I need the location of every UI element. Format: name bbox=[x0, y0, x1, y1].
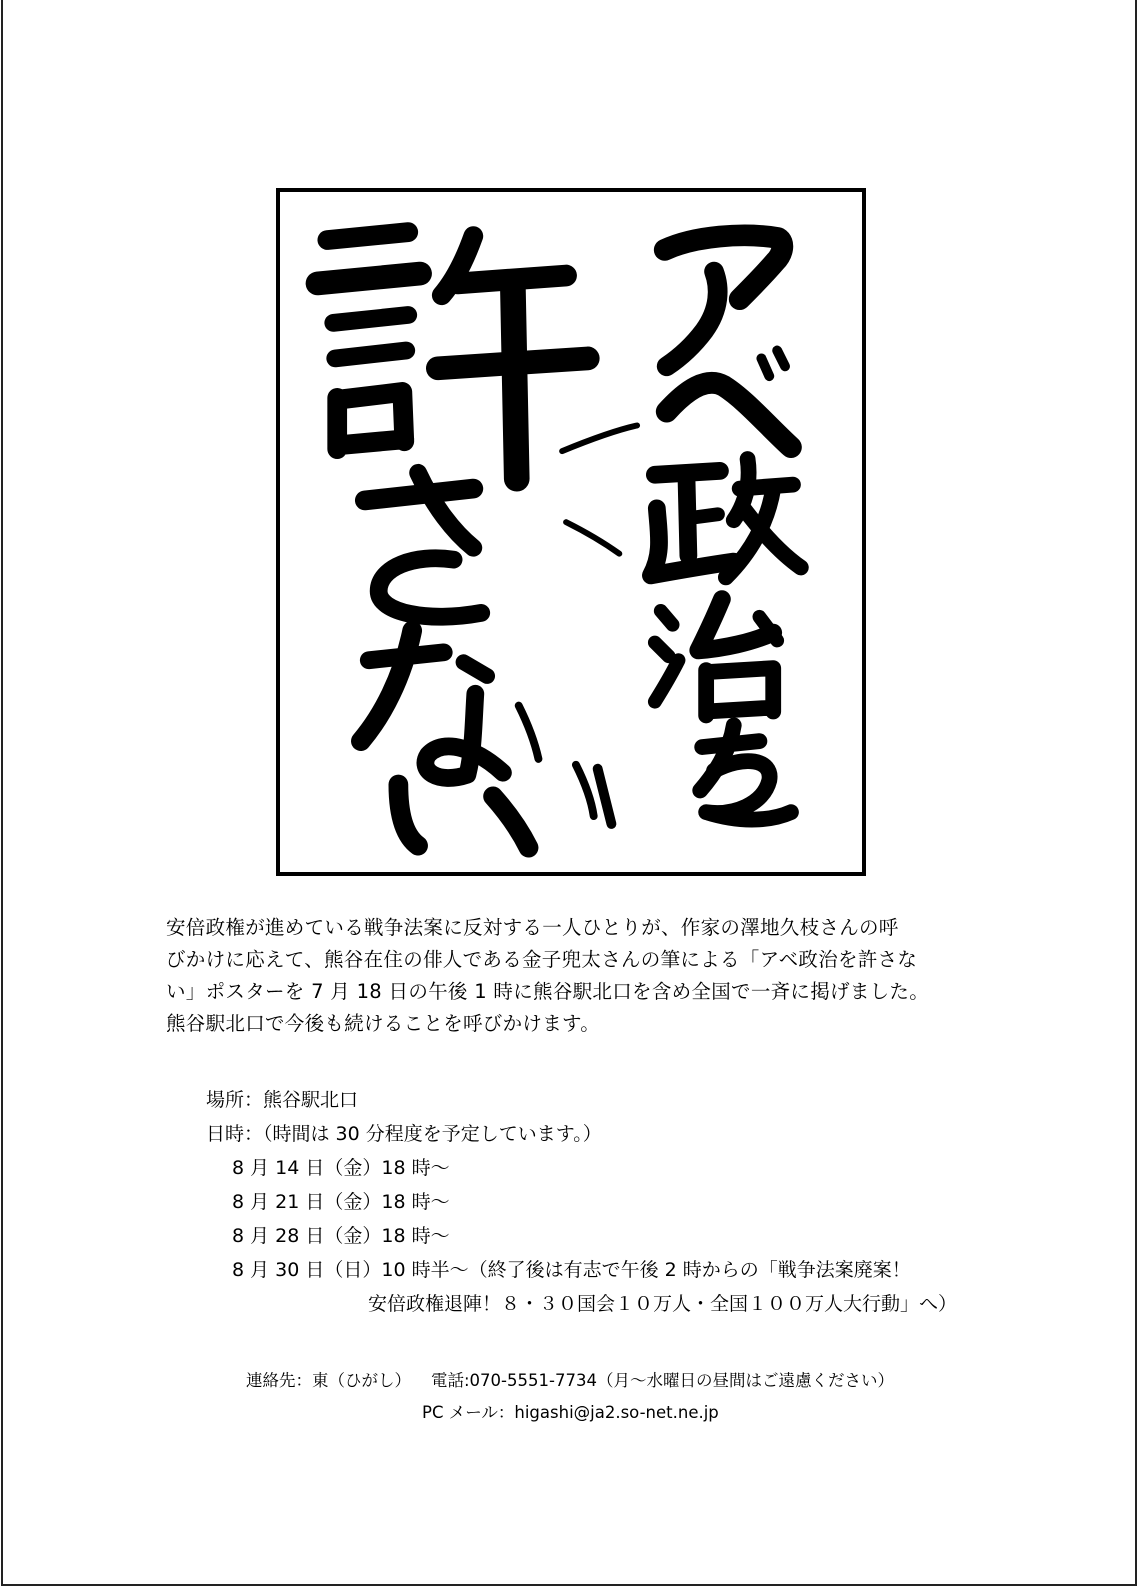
calligraphy-brush-image bbox=[280, 192, 862, 872]
contact-phone: 電話:070-5551-7734（月～水曜日の昼間はご遠慮ください） bbox=[431, 1371, 894, 1390]
event-date-item: 8 月 28 日（金）18 時～ bbox=[232, 1225, 450, 1247]
contact-name: 連絡先：東（ひがし） bbox=[246, 1371, 411, 1390]
intro-paragraph bbox=[166, 912, 1006, 1040]
event-date-item: 8 月 14 日（金）18 時～ bbox=[232, 1157, 450, 1179]
event-date-item: 8 月 21 日（金）18 時～ bbox=[232, 1191, 450, 1213]
contact-info bbox=[246, 1365, 1026, 1429]
event-datetime-label: 日時：（時間は 30 分程度を予定しています。） bbox=[206, 1123, 602, 1145]
intro-line: びかけに応えて、熊谷在住の俳人である金子兜太さんの筆による「アベ政治を許さな bbox=[166, 948, 918, 971]
contact-line bbox=[246, 1365, 1026, 1397]
event-details bbox=[206, 1083, 1036, 1321]
event-place: 場所：熊谷駅北口 bbox=[206, 1089, 359, 1111]
contact-email: PC メール：higashi@ja2.so-net.ne.jp bbox=[422, 1403, 719, 1422]
intro-line: 安倍政権が進めている戦争法案に反対する一人ひとりが、作家の澤地久枝さんの呼 bbox=[166, 916, 899, 939]
event-date-continuation: 安倍政権退陣！８・３０国会１０万人・全国１００万人大行動」へ） bbox=[368, 1293, 958, 1315]
intro-line: い」ポスターを 7 月 18 日の午後 1 時に熊谷駅北口を含め全国で一斉に掲げました。 bbox=[166, 980, 930, 1003]
intro-line: 熊谷駅北口で今後も続けることを呼びかけます。 bbox=[166, 1012, 601, 1035]
calligraphy-poster bbox=[276, 188, 866, 876]
event-date-item: 8 月 30 日（日）10 時半～（終了後は有志で午後 2 時からの「戦争法案廃案！ bbox=[232, 1259, 911, 1281]
